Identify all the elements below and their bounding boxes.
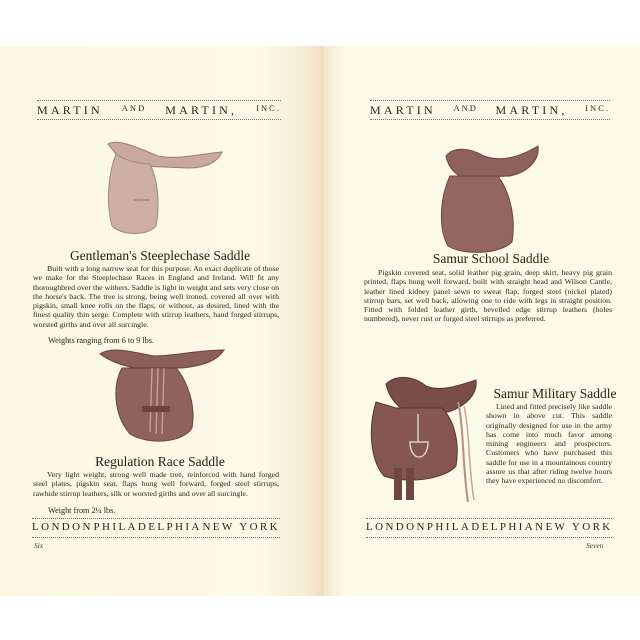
footer-city: NEW YORK [535,521,613,533]
header-suffix: INC. [256,103,281,113]
item-description: Lined and fitted precisely like saddle shown in above cut. This saddle originally designed for use in the army has come into much favor among mining engineers and prospectors. Customers who have purchased this saddle for use in a mountainous country assure us that after riding twelve hours they have experienced no discomfort. [486,402,612,486]
right-page [326,46,640,596]
steeplechase-saddle-illustration [98,134,228,239]
header-word2: MARTIN, [165,103,238,117]
footer-band-left [32,518,280,538]
header-word1: MARTIN [370,103,436,117]
item-weight: Weight from 2¼ lbs. [48,506,116,515]
catalog-spread [0,46,640,596]
header-conj: AND [453,103,478,113]
footer-city: NEW YORK [202,521,280,533]
item-title: Regulation Race Saddle [95,454,225,469]
race-saddle-illustration [92,342,232,444]
footer-city: LONDON [32,521,93,533]
item-title: Samur Military Saddle [493,386,617,401]
page-number: Six [34,541,44,550]
item-description: Built with a long narrow seat for this purpose. An exact duplicate of those we make for the Steeplechase Races in England and Ireland. Will fit any thoroughbred over the withers. Saddle is light in weight and sets very close on the horse's back. The tree is strong, being well ironed, covered all over with pigskin, small knee rolls on the flaps, or without, as desired, lined with the finest quality thin serge. Complete with stirrup leathers, hand forged stirrups, worsted girths and over all surcingle. [33,264,279,329]
footer-band-right [366,518,612,538]
header-suffix: INC. [585,103,610,113]
item-description: Pigskin covered seat, solid leather pig grain, deep skirt, heavy pig grain printed, flaps hung well forward, built with straight head and Wilson Cantle, leather lined kidney panel sewn to sweat flap, forged steel (nickel plated) stirrup bars, set well back, allowing one to ride with legs in straight position. Fitted with folded leather girth, bevelled edge stirrup leathers (holes numbered), never rust or forged steel stirrups as preferred. [364,268,612,324]
item-title: Gentleman's Steeplechase Saddle [69,248,251,263]
header-band-right [370,100,610,120]
header-band-left [37,100,281,120]
school-saddle-illustration [434,142,546,254]
item-description: Very light weight, strong well made tree, reinforced with hand forged steel plates, pigskin seat, flaps hung well forward, forged steel stirrups, rawhide stirrup leathers, silk or worsted girths and over all surcingle. [33,470,279,498]
item-title: Samur School Saddle [432,251,550,266]
footer-city: PHILADELPHIA [93,521,202,533]
footer-city: PHILADELPHIA [426,521,536,533]
military-saddle-illustration [366,372,486,504]
left-page [0,46,324,596]
header-word2: MARTIN, [495,103,568,117]
header-word1: MARTIN [37,103,103,117]
page-number: Seven [586,541,604,550]
header-conj: AND [121,103,147,113]
footer-city: LONDON [366,521,427,533]
item-weight: Weights ranging from 6 to 9 lbs. [48,336,154,345]
